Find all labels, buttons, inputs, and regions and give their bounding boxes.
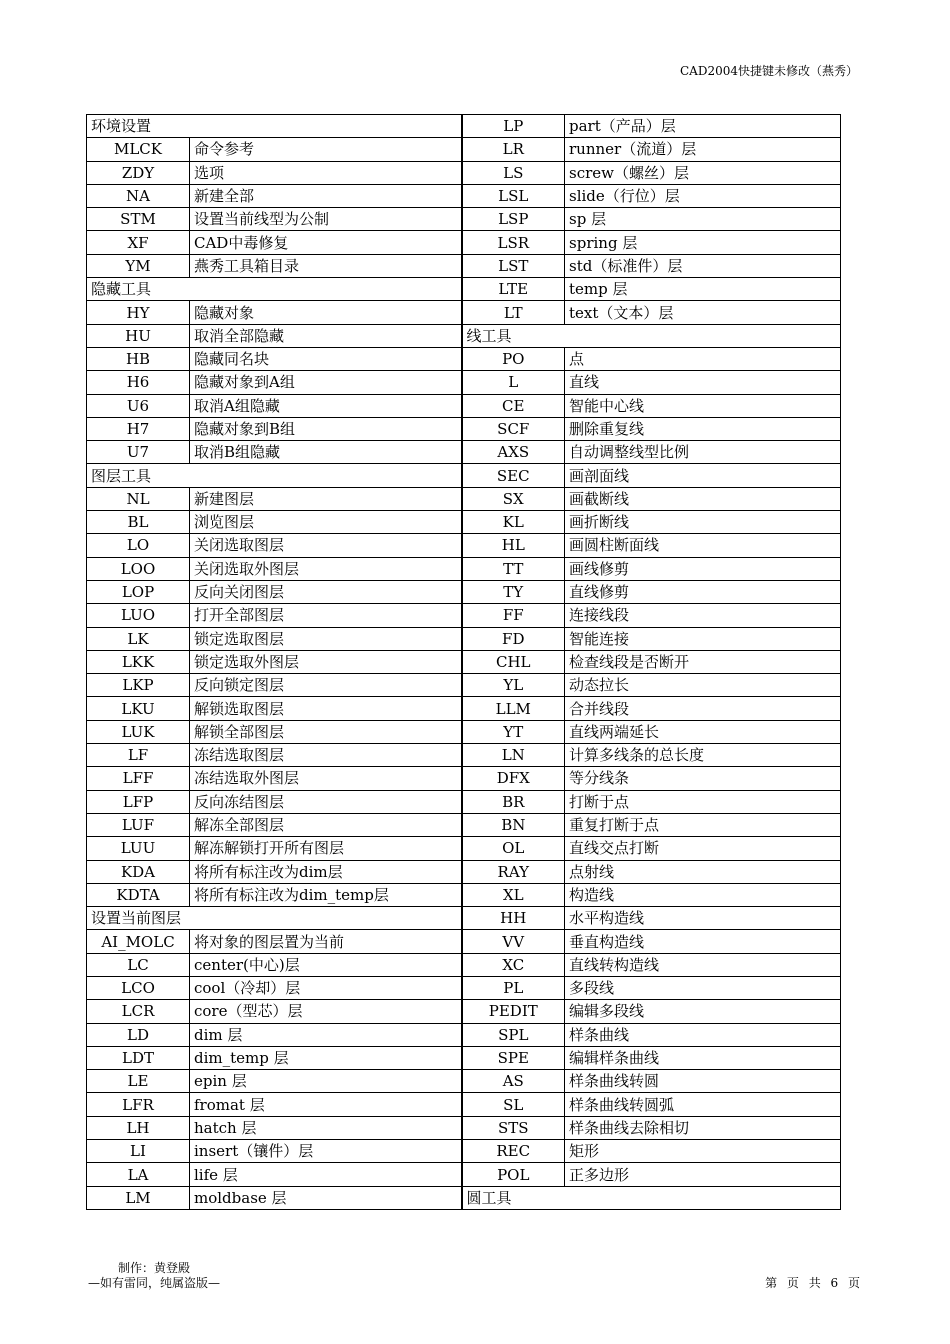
table-row [87,301,841,324]
table-row [87,534,841,557]
shortcut-code: XF [87,231,190,254]
shortcut-code: LD [87,1023,190,1046]
shortcut-description: 取消全部隐藏 [190,324,462,347]
table-row [87,347,841,370]
shortcut-description: 智能中心线 [565,394,841,417]
table-row [87,674,841,697]
table-row [87,1186,841,1209]
shortcut-code: SL [462,1093,565,1116]
shortcut-code: LM [87,1186,190,1209]
shortcut-code: LI [87,1140,190,1163]
shortcut-description: 连接线段 [565,604,841,627]
table-row [87,837,841,860]
shortcut-description: 取消B组隐藏 [190,441,462,464]
shortcut-code: PO [462,347,565,370]
shortcut-description: 直线交点打断 [565,837,841,860]
shortcut-description: part（产品）层 [565,115,841,138]
shortcut-code: TT [462,557,565,580]
shortcut-code: FF [462,604,565,627]
shortcut-description: 编辑多段线 [565,1000,841,1023]
section-header: 隐藏工具 [87,278,462,301]
table-row [87,487,841,510]
table-row [87,557,841,580]
shortcut-code: LA [87,1163,190,1186]
shortcut-code: U7 [87,441,190,464]
shortcut-code: HL [462,534,565,557]
shortcut-code: H6 [87,371,190,394]
shortcut-code: LE [87,1070,190,1093]
shortcut-code: AI_MOLC [87,930,190,953]
shortcut-description: 直线两端延长 [565,720,841,743]
document-title: CAD2004快捷键未修改（燕秀） [679,64,858,78]
shortcut-description: screw（螺丝）层 [565,161,841,184]
table-row [87,138,841,161]
table-row [87,860,841,883]
shortcut-code: BL [87,511,190,534]
shortcut-description: 检查线段是否断开 [565,650,841,673]
shortcut-description: 样条曲线转圆 [565,1070,841,1093]
shortcut-description: 编辑样条曲线 [565,1046,841,1069]
shortcut-code: LKU [87,697,190,720]
shortcut-description: 直线修剪 [565,580,841,603]
table-row [87,278,841,301]
shortcut-description: 多段线 [565,976,841,999]
shortcut-code: CE [462,394,565,417]
shortcut-code: MLCK [87,138,190,161]
shortcut-code: H7 [87,417,190,440]
shortcut-code: TY [462,580,565,603]
shortcut-code: LKP [87,674,190,697]
shortcut-code: LS [462,161,565,184]
table-row [87,441,841,464]
shortcut-description: 隐藏同名块 [190,347,462,370]
shortcut-description: 画剖面线 [565,464,841,487]
table-row [87,650,841,673]
shortcut-description: 画圆柱断面线 [565,534,841,557]
shortcut-code: HU [87,324,190,347]
table-row [87,464,841,487]
table-row [87,394,841,417]
shortcut-description: 将所有标注改为dim层 [190,860,462,883]
shortcut-code: SPL [462,1023,565,1046]
shortcut-code: SCF [462,417,565,440]
shortcut-description: 样条曲线转圆弧 [565,1093,841,1116]
shortcut-description: 隐藏对象到A组 [190,371,462,394]
shortcut-description: 燕秀工具箱目录 [190,254,462,277]
shortcut-description: 点 [565,347,841,370]
shortcut-code: NL [87,487,190,510]
shortcut-code: LUU [87,837,190,860]
shortcut-code: LUO [87,604,190,627]
shortcut-code: HH [462,907,565,930]
shortcut-description: 合并线段 [565,697,841,720]
shortcut-description: 画截断线 [565,487,841,510]
shortcut-code: LC [87,953,190,976]
shortcut-description: runner（流道）层 [565,138,841,161]
shortcut-code: XC [462,953,565,976]
shortcut-description: std（标准件）层 [565,254,841,277]
shortcut-code: SEC [462,464,565,487]
shortcut-description: cool（冷却）层 [190,976,462,999]
shortcut-description: 动态拉长 [565,674,841,697]
shortcut-code: BR [462,790,565,813]
shortcut-description: 自动调整线型比例 [565,441,841,464]
shortcut-code: LF [87,744,190,767]
shortcut-description: 新建全部 [190,184,462,207]
table-row [87,790,841,813]
shortcut-code: LSL [462,184,565,207]
shortcut-code: LST [462,254,565,277]
shortcut-description: life 层 [190,1163,462,1186]
shortcut-code: LN [462,744,565,767]
table-row [87,976,841,999]
table-row [87,324,841,347]
footer-note: —如有雷同，纯属盗版— [88,1276,221,1290]
shortcut-description: dim_temp 层 [190,1046,462,1069]
shortcut-description: insert（镶件）层 [190,1140,462,1163]
shortcut-code: LFR [87,1093,190,1116]
shortcut-description: 隐藏对象到B组 [190,417,462,440]
shortcut-description: 智能连接 [565,627,841,650]
shortcut-code: LUF [87,813,190,836]
table-row [87,417,841,440]
shortcut-description: 反向关闭图层 [190,580,462,603]
shortcut-description: 锁定选取外图层 [190,650,462,673]
shortcut-description: 解锁全部图层 [190,720,462,743]
shortcut-code: LDT [87,1046,190,1069]
shortcut-description: hatch 层 [190,1116,462,1139]
shortcut-code: OL [462,837,565,860]
shortcut-code: LLM [462,697,565,720]
shortcut-code: LTE [462,278,565,301]
shortcut-code: KDTA [87,883,190,906]
table-row [87,254,841,277]
shortcut-description: 画线修剪 [565,557,841,580]
shortcut-code: STS [462,1116,565,1139]
shortcut-code: LSR [462,231,565,254]
shortcut-code: POL [462,1163,565,1186]
footer-maker: 制作：黄登殿 [118,1261,191,1275]
table-row [87,953,841,976]
shortcut-description: center(中心)层 [190,953,462,976]
shortcut-description: 重复打断于点 [565,813,841,836]
table-row [87,208,841,231]
shortcut-code: DFX [462,767,565,790]
shortcut-code: CHL [462,650,565,673]
shortcut-code: LOO [87,557,190,580]
table-row [87,1093,841,1116]
shortcut-description: slide（行位）层 [565,184,841,207]
shortcut-code: U6 [87,394,190,417]
shortcut-description: 解锁选取图层 [190,697,462,720]
table-row [87,883,841,906]
shortcut-code: KDA [87,860,190,883]
table-row [87,907,841,930]
table-row [87,580,841,603]
table-row [87,767,841,790]
shortcut-description: 冻结选取图层 [190,744,462,767]
shortcut-description: 将对象的图层置为当前 [190,930,462,953]
table-row [87,1000,841,1023]
shortcut-code: RAY [462,860,565,883]
shortcut-code: LSP [462,208,565,231]
shortcut-description: 直线 [565,371,841,394]
shortcut-description: 反向冻结图层 [190,790,462,813]
shortcut-code: STM [87,208,190,231]
shortcut-description: 计算多线条的总长度 [565,744,841,767]
shortcut-description: 解冻全部图层 [190,813,462,836]
shortcut-description: sp 层 [565,208,841,231]
shortcut-description: 关闭选取外图层 [190,557,462,580]
shortcut-code: SPE [462,1046,565,1069]
shortcut-description: CAD中毒修复 [190,231,462,254]
shortcut-description: spring 层 [565,231,841,254]
shortcut-description: 浏览图层 [190,511,462,534]
shortcut-code: LR [462,138,565,161]
section-header: 设置当前图层 [87,907,462,930]
shortcut-code: REC [462,1140,565,1163]
shortcut-code: LH [87,1116,190,1139]
section-header: 圆工具 [462,1186,841,1209]
shortcut-description: dim 层 [190,1023,462,1046]
shortcut-code: PL [462,976,565,999]
shortcut-code: LUK [87,720,190,743]
shortcut-description: 反向锁定图层 [190,674,462,697]
shortcut-description: 点射线 [565,860,841,883]
shortcut-description: epin 层 [190,1070,462,1093]
shortcut-code: L [462,371,565,394]
shortcut-description: 画折断线 [565,511,841,534]
table-row [87,1140,841,1163]
shortcut-description: text（文本）层 [565,301,841,324]
table-row [87,744,841,767]
table-row [87,231,841,254]
table-row [87,1163,841,1186]
table-row [87,115,841,138]
table-row [87,1116,841,1139]
shortcut-code: SX [462,487,565,510]
shortcut-code: LKK [87,650,190,673]
shortcut-description: moldbase 层 [190,1186,462,1209]
shortcut-code: NA [87,184,190,207]
shortcut-code: LFF [87,767,190,790]
table-row [87,1046,841,1069]
shortcut-description: 关闭选取图层 [190,534,462,557]
shortcut-code: YL [462,674,565,697]
table-row [87,1023,841,1046]
shortcut-code: BN [462,813,565,836]
shortcut-description: fromat 层 [190,1093,462,1116]
shortcut-code: AXS [462,441,565,464]
shortcut-description: 取消A组隐藏 [190,394,462,417]
table-row [87,813,841,836]
section-header: 环境设置 [87,115,462,138]
table-row [87,627,841,650]
shortcut-code: FD [462,627,565,650]
table-row [87,184,841,207]
shortcut-description: 水平构造线 [565,907,841,930]
shortcut-description: 样条曲线 [565,1023,841,1046]
shortcut-description: 设置当前线型为公制 [190,208,462,231]
shortcut-description: 锁定选取图层 [190,627,462,650]
table-row [87,511,841,534]
shortcut-table-container [86,114,840,1210]
shortcut-code: KL [462,511,565,534]
table-row [87,604,841,627]
shortcut-description: 等分线条 [565,767,841,790]
shortcut-description: 冻结选取外图层 [190,767,462,790]
shortcut-description: 命令参考 [190,138,462,161]
table-row [87,1070,841,1093]
shortcut-description: 样条曲线去除相切 [565,1116,841,1139]
shortcut-table [86,114,841,1210]
shortcut-description: 打开全部图层 [190,604,462,627]
shortcut-code: HB [87,347,190,370]
shortcut-code: YM [87,254,190,277]
shortcut-description: 矩形 [565,1140,841,1163]
section-header: 线工具 [462,324,841,347]
shortcut-description: 删除重复线 [565,417,841,440]
table-row [87,161,841,184]
shortcut-code: XL [462,883,565,906]
table-row [87,930,841,953]
shortcut-description: 将所有标注改为dim_temp层 [190,883,462,906]
section-header: 图层工具 [87,464,462,487]
shortcut-code: LT [462,301,565,324]
shortcut-description: core（型芯）层 [190,1000,462,1023]
shortcut-description: 解冻解锁打开所有图层 [190,837,462,860]
shortcut-description: 选项 [190,161,462,184]
shortcut-description: 正多边形 [565,1163,841,1186]
shortcut-code: AS [462,1070,565,1093]
shortcut-code: HY [87,301,190,324]
shortcut-code: PEDIT [462,1000,565,1023]
shortcut-table-body [87,115,841,1210]
shortcut-description: 打断于点 [565,790,841,813]
shortcut-code: LOP [87,580,190,603]
shortcut-code: VV [462,930,565,953]
table-row [87,697,841,720]
footer-page-number: 第 页 共 6 页 [765,1276,860,1290]
table-row [87,720,841,743]
shortcut-code: ZDY [87,161,190,184]
shortcut-code: LCR [87,1000,190,1023]
shortcut-description: 直线转构造线 [565,953,841,976]
shortcut-description: 垂直构造线 [565,930,841,953]
shortcut-code: LO [87,534,190,557]
shortcut-description: 隐藏对象 [190,301,462,324]
shortcut-code: LK [87,627,190,650]
shortcut-code: LP [462,115,565,138]
shortcut-description: 新建图层 [190,487,462,510]
shortcut-code: LCO [87,976,190,999]
shortcut-code: LFP [87,790,190,813]
shortcut-description: temp 层 [565,278,841,301]
table-row [87,371,841,394]
shortcut-description: 构造线 [565,883,841,906]
shortcut-code: YT [462,720,565,743]
